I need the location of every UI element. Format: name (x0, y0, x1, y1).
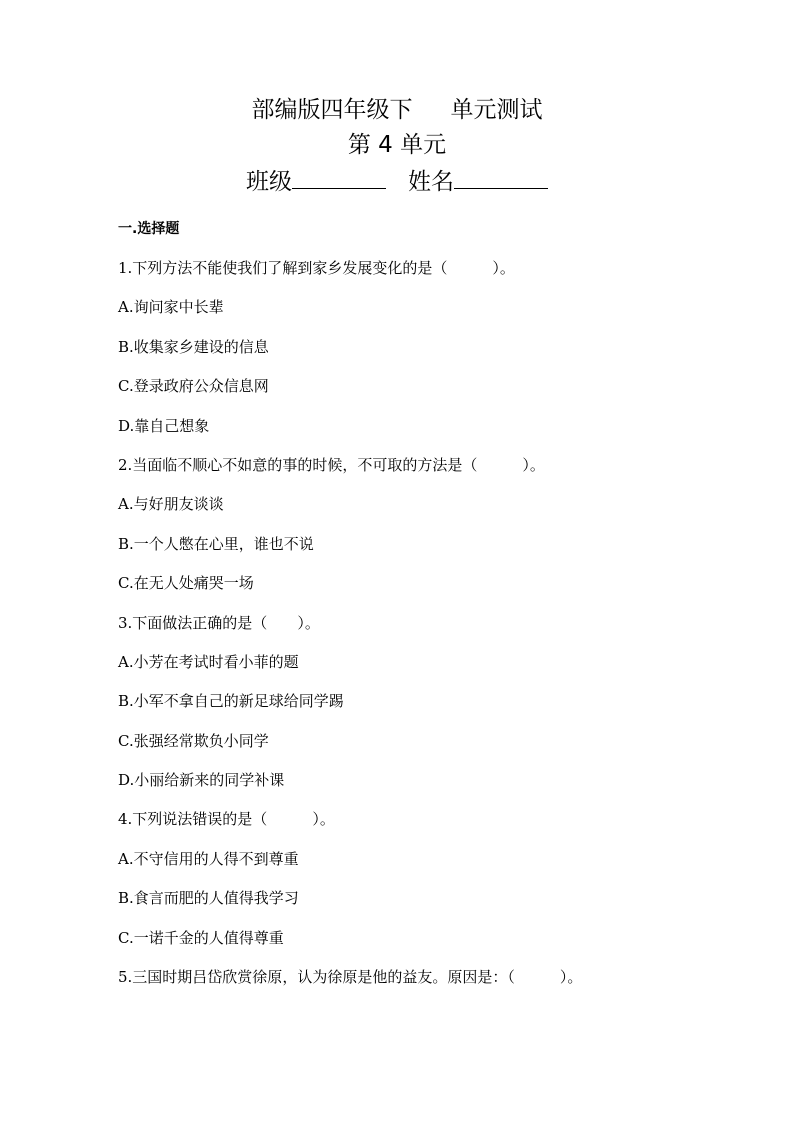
questions-list (118, 256, 718, 1004)
exam-header (0, 92, 794, 202)
option-item: D.小丽给新来的同学补课 (118, 771, 285, 790)
question-stem: 2.当面临不顺心不如意的事的时候，不可取的方法是（ ）。 (118, 455, 545, 474)
class-name-line (0, 162, 794, 202)
question-stem: 3.下面做法正确的是（ ）。 (118, 613, 320, 632)
option-item: C.在无人处痛哭一场 (118, 574, 254, 593)
exam-title (0, 92, 794, 128)
exam-title-right: 单元测试 (450, 97, 543, 123)
question-stem: 1.下列方法不能使我们了解到家乡发展变化的是（ ）。 (118, 259, 515, 277)
option-item: B.一个人憋在心里，谁也不说 (118, 534, 314, 553)
class-blank[interactable] (292, 164, 386, 189)
option-item: A.小芳在考试时看小菲的题 (118, 652, 299, 671)
option-item: C.一诺千金的人值得尊重 (118, 928, 284, 947)
option-item: B.小军不拿自己的新足球给同学踢 (118, 692, 344, 711)
option-item: B.收集家乡建设的信息 (118, 337, 269, 356)
option-item: A.不守信用的人得不到尊重 (118, 849, 299, 868)
option-item: C.张强经常欺负小同学 (118, 731, 269, 750)
name-blank[interactable] (454, 164, 548, 189)
option-item: A.与好朋友谈谈 (118, 495, 224, 514)
question-stem: 4.下列说法错误的是（ ）。 (118, 810, 335, 829)
section-heading: 一.选择题 (118, 221, 180, 237)
option-item: A.询问家中长辈 (118, 298, 224, 317)
option-item: D.靠自己想象 (118, 416, 210, 435)
unit-title: 第 4 单元 (347, 132, 447, 158)
question-stem: 5.三国时期吕岱欣赏徐原，认为徐原是他的益友。原因是：（ ）。 (118, 968, 583, 987)
option-item: B.食言而肥的人值得我学习 (118, 889, 299, 908)
option-item: C.登录政府公众信息网 (118, 377, 269, 396)
exam-title-left: 部编版四年级下 (251, 97, 413, 123)
class-label: 班级 (246, 169, 292, 195)
name-label: 姓名 (408, 169, 454, 195)
